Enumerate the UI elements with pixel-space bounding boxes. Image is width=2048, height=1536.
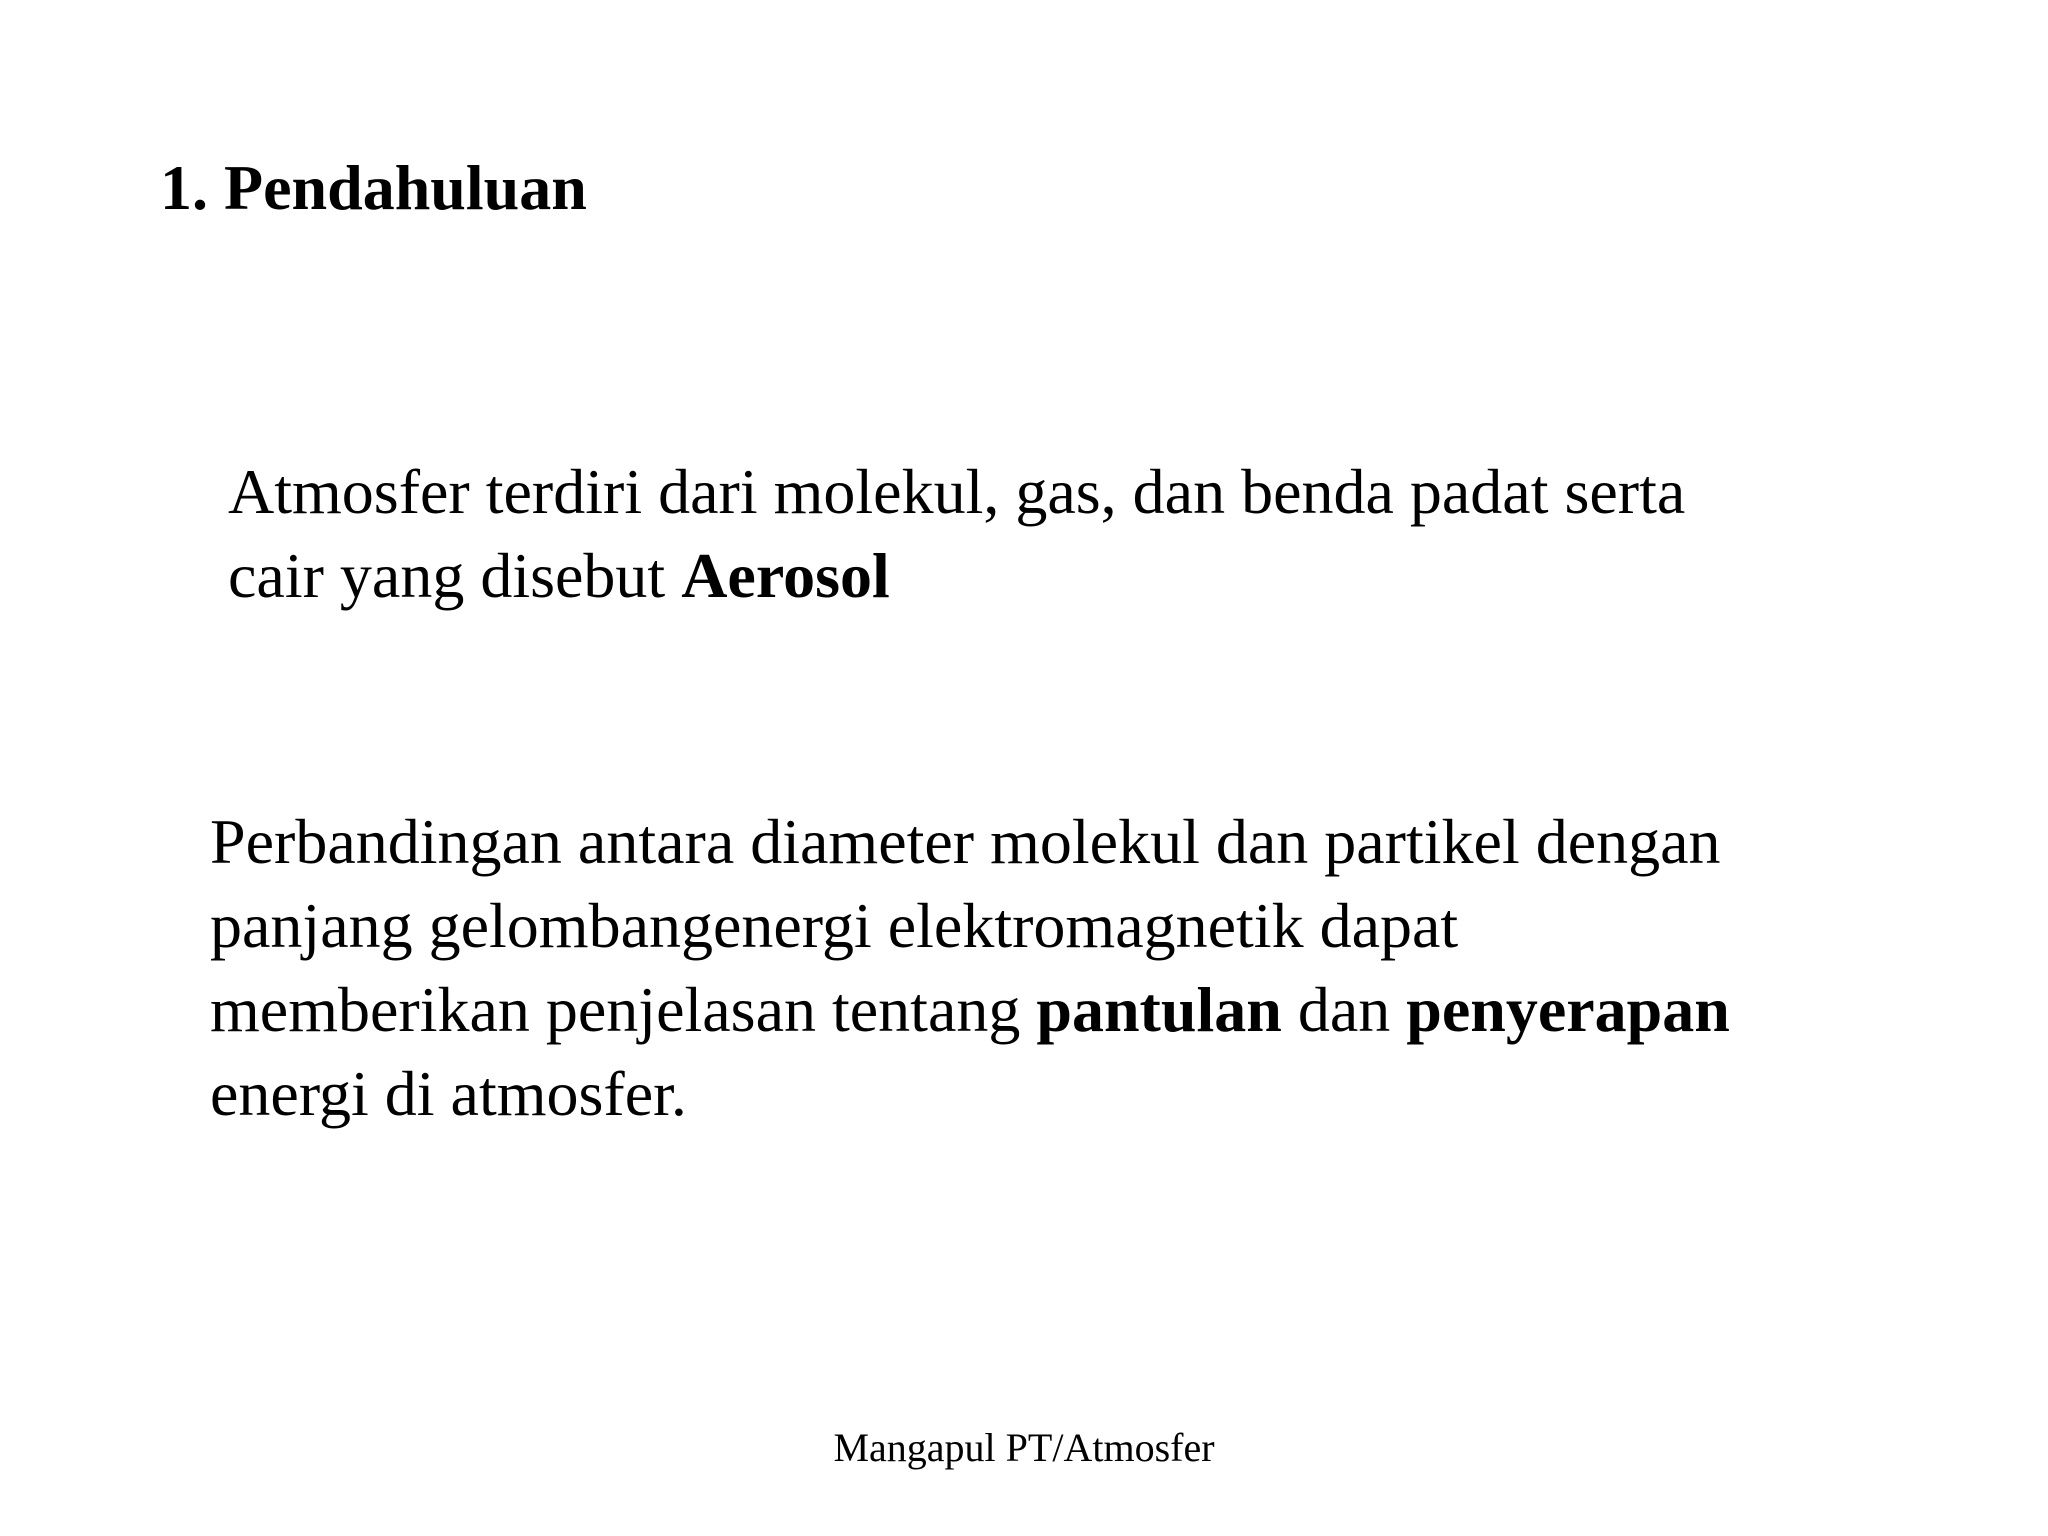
paragraph-line: panjang gelombangenergi elektromagnetik dapat — [210, 890, 1459, 961]
term-aerosol: Aerosol — [681, 540, 890, 611]
paragraph-line: energi di atmosfer. — [210, 1058, 687, 1129]
term-penyerapan: penyerapan — [1406, 974, 1730, 1045]
slide-footer: Mangapul PT/Atmosfer — [833, 1425, 1215, 1470]
paragraph-line: Perbandingan antara diameter molekul dan partikel dengan — [210, 806, 1721, 877]
term-pantulan: pantulan — [1036, 974, 1282, 1045]
paragraph-comparison — [210, 800, 1990, 1136]
paragraph-text: dan — [1281, 974, 1407, 1045]
paragraph-line: Atmosfer terdiri dari molekul, gas, dan benda padat serta — [228, 456, 1686, 527]
paragraph-aerosol — [228, 450, 1948, 618]
paragraph-text: cair yang disebut — [228, 540, 682, 611]
paragraph-line — [228, 534, 1948, 618]
paragraph-line — [210, 968, 1990, 1052]
slide-title: 1. Pendahuluan — [160, 152, 587, 223]
paragraph-text: memberikan penjelasan tentang — [210, 974, 1037, 1045]
